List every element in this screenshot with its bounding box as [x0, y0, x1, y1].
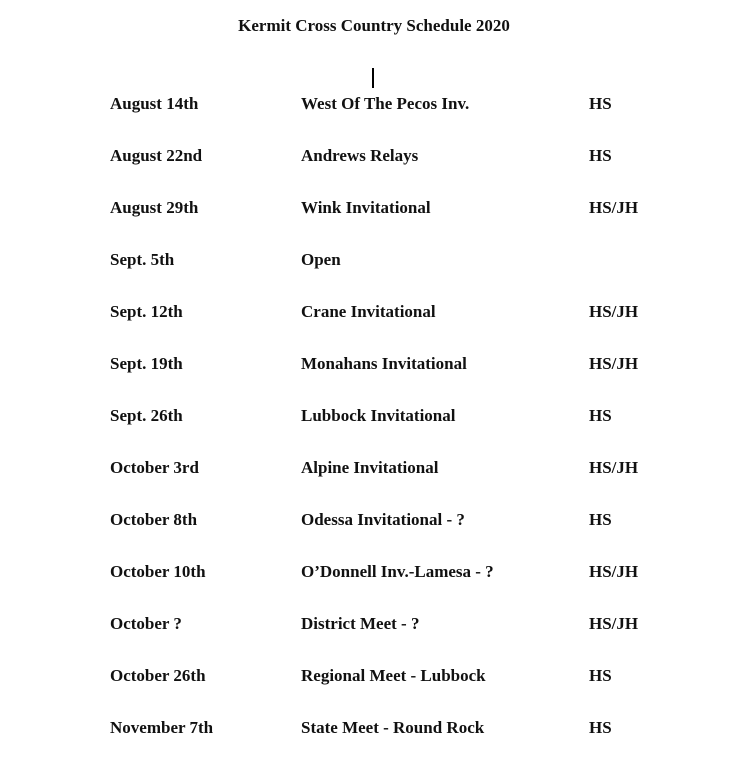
schedule-event: Monahans Invitational [301, 354, 467, 373]
schedule-level: HS/JH [589, 562, 639, 581]
schedule-date: November 7th [110, 718, 214, 737]
schedule-date: October 8th [110, 510, 198, 529]
schedule-event: Wink Invitational [301, 198, 431, 217]
schedule-event: District Meet - ? [301, 614, 420, 633]
schedule-date: October 10th [110, 562, 206, 581]
schedule-row [0, 717, 748, 769]
schedule-row [0, 509, 748, 561]
schedule-row [0, 561, 748, 613]
schedule-level: HS [589, 406, 612, 425]
schedule-event: State Meet - Round Rock [301, 718, 485, 737]
schedule-level: HS/JH [589, 302, 639, 321]
schedule-level: HS/JH [589, 354, 639, 373]
schedule-list [0, 93, 748, 769]
schedule-level: HS/JH [589, 458, 639, 477]
schedule-level: HS [589, 666, 612, 685]
schedule-date: August 14th [110, 94, 199, 113]
schedule-row [0, 665, 748, 717]
schedule-date: October 3rd [110, 458, 199, 477]
schedule-event: Crane Invitational [301, 302, 436, 321]
schedule-date: August 22nd [110, 146, 203, 165]
schedule-row [0, 405, 748, 457]
schedule-level: HS [589, 94, 612, 113]
schedule-event: West Of The Pecos Inv. [301, 94, 470, 113]
schedule-event: O’Donnell Inv.-Lamesa - ? [301, 562, 494, 581]
document-title: Kermit Cross Country Schedule 2020 [238, 16, 510, 35]
schedule-date: October 26th [110, 666, 206, 685]
schedule-event: Lubbock Invitational [301, 406, 456, 425]
schedule-level: HS [589, 510, 612, 529]
schedule-level: HS/JH [589, 198, 639, 217]
schedule-level: HS [589, 146, 612, 165]
schedule-row [0, 93, 748, 145]
schedule-row [0, 249, 748, 301]
schedule-row [0, 145, 748, 197]
schedule-row [0, 457, 748, 509]
schedule-level: HS/JH [589, 614, 639, 633]
schedule-row [0, 613, 748, 665]
schedule-event: Odessa Invitational - ? [301, 510, 465, 529]
schedule-row [0, 353, 748, 405]
text-cursor [372, 68, 374, 88]
schedule-event: Open [301, 250, 341, 269]
schedule-event: Andrews Relays [301, 146, 419, 165]
schedule-row [0, 301, 748, 353]
schedule-date: Sept. 19th [110, 354, 183, 373]
schedule-level: HS [589, 718, 612, 737]
schedule-event: Regional Meet - Lubbock [301, 666, 486, 685]
schedule-row [0, 197, 748, 249]
schedule-date: Sept. 12th [110, 302, 183, 321]
schedule-event: Alpine Invitational [301, 458, 439, 477]
schedule-date: October ? [110, 614, 182, 633]
schedule-date: Sept. 26th [110, 406, 183, 425]
schedule-date: August 29th [110, 198, 199, 217]
schedule-date: Sept. 5th [110, 250, 175, 269]
